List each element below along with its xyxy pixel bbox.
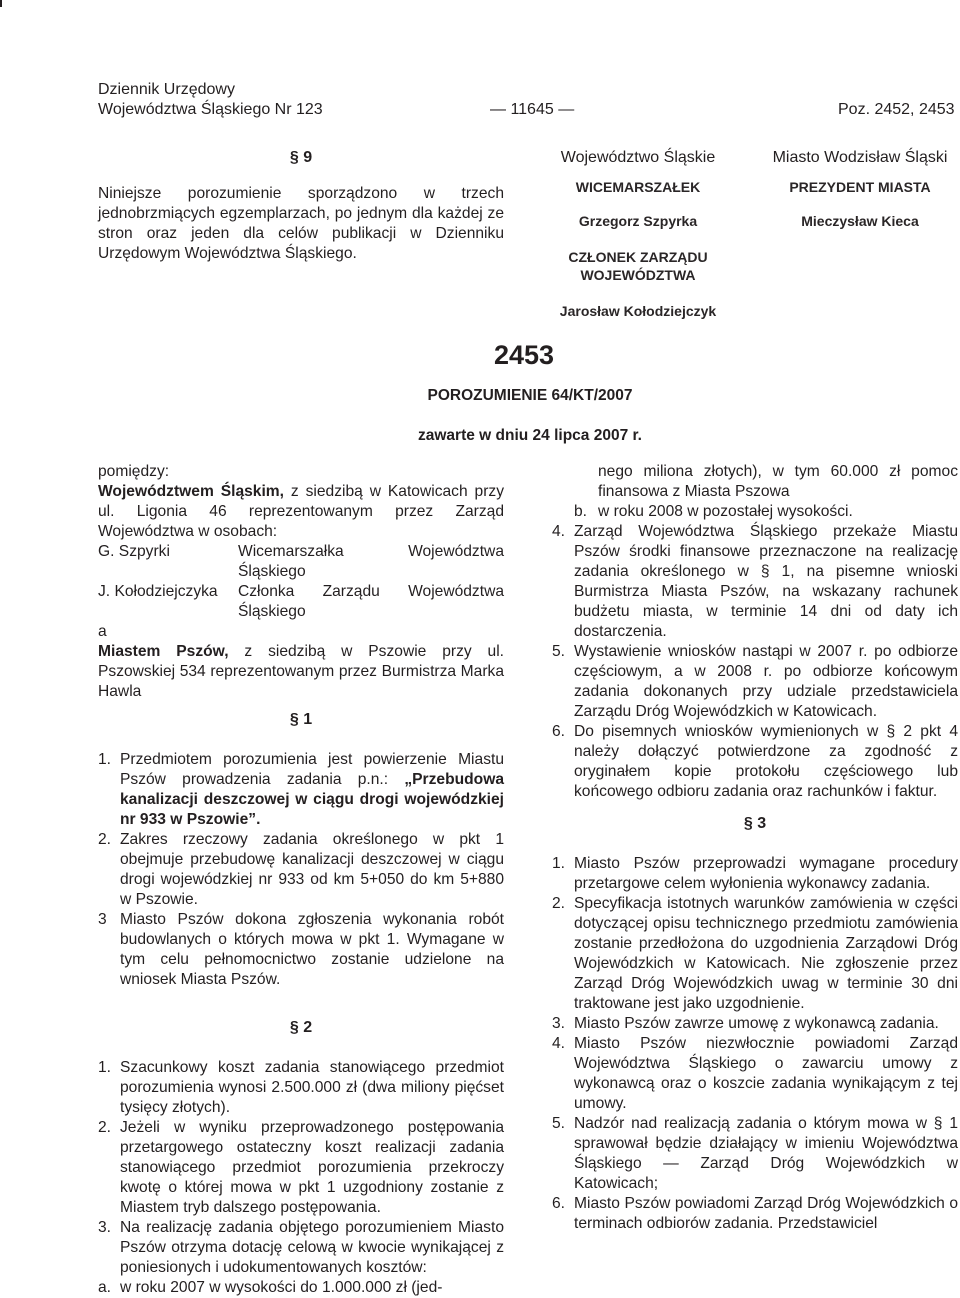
parties-between: pomiędzy: <box>98 463 170 480</box>
section-2-heading: § 2 <box>289 1019 313 1036</box>
list-item: 1. Miasto Pszów przeprowadzi wymagane procedury przetargowe celem wyłonienia wykonawcy zadania. <box>552 855 958 892</box>
first-party-details: z siedzibą w Katowicach przy ul. Ligonia 46 reprezentowanym przez Zarząd Województwa w osobach: <box>98 483 504 540</box>
prev-section-text: Niniejsze porozumienie sporządzono w trzech jednobrzmiących egzemplarzach, po jednym dla każdej ze stron oraz jeden dla celów publikacji w Dzienniku Urzędowym Województwa Śląskiego. <box>98 185 504 262</box>
section-1-heading: § 1 <box>289 711 313 728</box>
list-item: 3. Miasto Pszów zawrze umowę z wykonawcą zadania. <box>552 1015 939 1032</box>
list-item: a. w roku 2007 w wysokości do 1.000.000 zł (jed- <box>98 1279 443 1296</box>
signature-right-title: PREZYDENT MIASTA <box>789 179 931 195</box>
list-item: 3. Na realizację zadania objętego porozumieniem Miasto Pszów otrzyma dotację celową w kwocie wynikającej z poniesionych i udokumentowanych kosztów: <box>98 1219 504 1276</box>
document-title: POROZUMIENIE 64/KT/2007 <box>427 387 633 404</box>
second-party-name: Miastem Pszów, <box>98 643 229 660</box>
list-item: 2. Zakres rzeczowy zadania określonego w pkt 1 obejmuje przebudowę kanalizacji deszczowej w ciągu drogi wojewódzkiej nr 933 od km 5+050 do km 5+880 w Pszowie. <box>98 831 504 908</box>
signature-left-name1: Grzegorz Szpyrka <box>578 213 698 229</box>
representative-row <box>98 542 504 582</box>
journal-title-line1: Dziennik Urzędowy <box>98 81 235 98</box>
signature-left-title2-line2: WOJEWÓDZTWA <box>580 267 696 283</box>
right-column <box>552 462 958 1234</box>
list-item: 1. Przedmiotem porozumienia jest powierzenie Miastu Pszów prowadzenia zadania p.n.: „Przebudowa kanalizacji deszczowej w ciągu drogi wojewódzkiej nr 933 w Pszowie”. <box>98 751 504 828</box>
list-item: nego miliona złotych), w tym 60.000 zł pomoc finansowa z Miasta Pszowa <box>598 463 958 500</box>
list-item: 1. Szacunkowy koszt zadania stanowiącego przedmiot porozumienia wynosi 2.500.000 zł (dwa miliony pięćset tysięcy złotych). <box>98 1059 504 1116</box>
section-2-list <box>98 1058 504 1298</box>
section-3-list <box>552 854 958 1234</box>
journal-title <box>98 80 323 120</box>
document-date: zawarte w dniu 24 lipca 2007 r. <box>418 427 642 444</box>
section-3-heading: § 3 <box>743 815 767 832</box>
second-party <box>98 642 504 702</box>
list-item: 2. Specyfikacja istotnych warunków zamówienia w części dotyczącej opisu technicznego przedmiotu zamówienia zostanie przedłożona do uzgodnienia Zarządowi Dróg Wojewódzkich w Katowicach. Nie zgłoszenie przez Zarząd Dróg Wojewódzkich uwag w terminie 30 dni traktowane jest jako uzgodnienie. <box>552 895 958 1012</box>
representative-row <box>98 582 504 622</box>
representative-name: J. Kołodziejczyka <box>98 583 218 600</box>
list-item: 5. Nadzór nad realizacją zadania o którym mowa w § 1 sprawował będzie działający w imieniu Województwa Śląskiego — Zarząd Dróg Wojewódzkich w Katowicach; <box>552 1115 958 1192</box>
position-number: Poz. 2452, 2453 <box>838 101 955 118</box>
list-item: 6. Miasto Pszów powiadomi Zarząd Dróg Wojewódzkich o terminach odbiorów zadania. Przedstawiciel <box>552 1195 958 1232</box>
list-item: 5. Wystawienie wniosków nastąpi w 2007 r. po odbiorze częściowym, a w 2008 r. po odbiorze końcowym zadania dokonanych przy udziale przedstawiciela Zarządu Dróg Wojewódzkich w Katowicach. <box>552 643 958 720</box>
list-item: 3 Miasto Pszów dokona zgłoszenia wykonania robót budowlanych o których mowa w pkt 1. Wymagane w tym celu pełnomocnictwo zostanie udzielone na wniosek Miasta Pszów. <box>98 911 504 988</box>
signature-left-name2: Jarosław Kołodziejczyk <box>559 303 717 319</box>
list-item: 6. Do pisemnych wniosków wymienionych w § 2 pkt 4 należy dołączyć potwierdzone za zgodność z oryginałem kopie protokołu częściowego lub końcowego odbioru zadania oraz rachunków i faktur. <box>552 723 958 800</box>
journal-title-line2: Województwa Śląskiego Nr 123 <box>98 101 323 118</box>
document-number: 2453 <box>494 340 555 370</box>
list-item: 2. Jeżeli w wyniku przeprowadzonego postępowania przetargowego ostateczny koszt realizacji zadania stanowiącego przedmiot porozumienia przekroczy kwotę o której mowa w pkt 1 uzgodniony zostanie z Miastem tryb dalszego postępowania. <box>98 1119 504 1216</box>
representative-name: G. Szpyrki <box>98 543 170 560</box>
signature-right-heading: Miasto Wodzisław Śląski <box>772 149 948 166</box>
left-column <box>98 462 504 1298</box>
list-item: 4. Zarząd Województwa Śląskiego przekaże Miastu Pszów środki finansowe przeznaczone na realizację zadania określonego w § 1, na pisemne wnioski Burmistrza Miasta Pszów, na wskazany rachunek budżetu miasta, w terminie 14 dni od daty ich dostarczenia. <box>552 523 958 640</box>
signature-left-title2-line1: CZŁONEK ZARZĄDU <box>568 249 708 265</box>
page-number: — 11645 — <box>490 101 575 118</box>
section-1-list <box>98 750 504 990</box>
crop-mark <box>0 0 2 7</box>
prev-section-heading: § 9 <box>289 149 313 166</box>
representative-role: Członka Zarządu Województwa Śląskiego <box>238 583 504 620</box>
signature-left-title1: WICEMARSZAŁEK <box>575 179 701 195</box>
list-item: b. w roku 2008 w pozostałej wysokości. <box>574 503 853 520</box>
signature-right-name: Mieczysław Kieca <box>801 213 919 229</box>
representative-role: Wicemarszałka Województwa Śląskiego <box>238 543 504 580</box>
first-party <box>98 482 504 542</box>
parties-and: a <box>98 623 107 640</box>
signature-left-heading: Województwo Śląskie <box>560 149 716 166</box>
second-party-details: z siedzibą w Pszowie przy ul. Pszowskiej 534 reprezentowanym przez Burmistrza Marka Hawla <box>98 643 504 700</box>
list-item: 4. Miasto Pszów niezwłocznie powiadomi Zarząd Województwa Śląskiego o zawarciu umowy z wykonawcą oraz o koszcie zadania wynikającym z tej umowy. <box>552 1035 958 1112</box>
first-party-name: Województwem Śląskim, <box>98 483 284 500</box>
section-2-list-continued <box>552 462 958 802</box>
